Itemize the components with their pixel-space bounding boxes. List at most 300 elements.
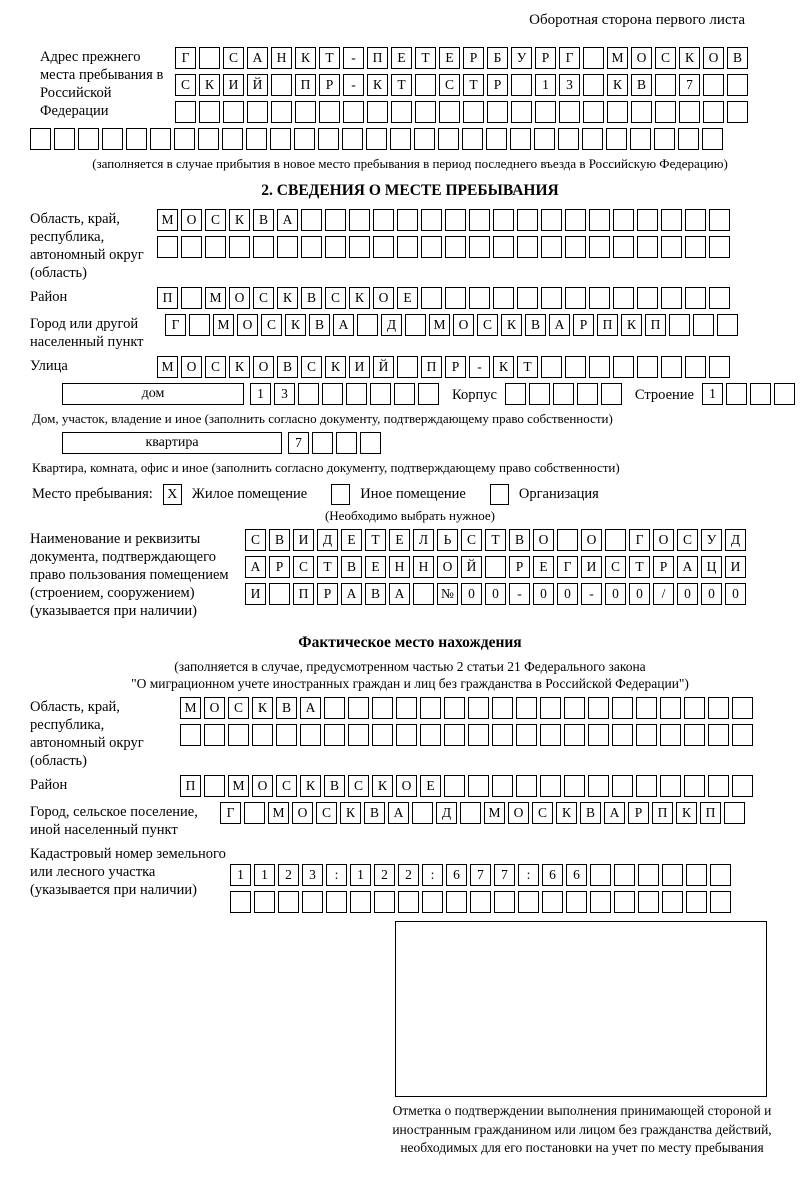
- form-cell[interactable]: Р: [573, 314, 594, 336]
- form-cell[interactable]: К: [372, 775, 393, 797]
- form-cell[interactable]: [637, 236, 658, 258]
- form-cell[interactable]: [655, 101, 676, 123]
- form-cell[interactable]: [516, 775, 537, 797]
- form-cell[interactable]: С: [316, 802, 337, 824]
- form-cell[interactable]: [583, 101, 604, 123]
- form-cell[interactable]: К: [621, 314, 642, 336]
- form-cell[interactable]: 3: [274, 383, 295, 405]
- form-cell[interactable]: С: [276, 775, 297, 797]
- organization-checkbox[interactable]: [490, 484, 509, 505]
- form-cell[interactable]: [660, 724, 681, 746]
- form-cell[interactable]: 1: [350, 864, 371, 886]
- form-cell[interactable]: Т: [415, 47, 436, 69]
- form-cell[interactable]: [469, 236, 490, 258]
- form-cell[interactable]: [534, 128, 555, 150]
- form-cell[interactable]: [577, 383, 598, 405]
- form-cell[interactable]: [662, 891, 683, 913]
- form-cell[interactable]: [421, 236, 442, 258]
- form-cell[interactable]: [462, 128, 483, 150]
- form-cell[interactable]: [302, 891, 323, 913]
- form-cell[interactable]: В: [277, 356, 298, 378]
- form-cell[interactable]: Ь: [437, 529, 458, 551]
- form-cell[interactable]: 0: [557, 583, 578, 605]
- form-cell[interactable]: О: [204, 697, 225, 719]
- form-cell[interactable]: [350, 891, 371, 913]
- form-cell[interactable]: [254, 891, 275, 913]
- form-cell[interactable]: [228, 724, 249, 746]
- form-cell[interactable]: К: [349, 287, 370, 309]
- form-cell[interactable]: Т: [365, 529, 386, 551]
- form-cell[interactable]: С: [205, 356, 226, 378]
- form-cell[interactable]: 0: [605, 583, 626, 605]
- apartment-field-box[interactable]: квартира: [62, 432, 282, 454]
- form-cell[interactable]: [373, 236, 394, 258]
- form-cell[interactable]: /: [653, 583, 674, 605]
- form-cell[interactable]: В: [301, 287, 322, 309]
- form-cell[interactable]: [343, 101, 364, 123]
- form-cell[interactable]: [655, 74, 676, 96]
- form-cell[interactable]: [630, 128, 651, 150]
- form-cell[interactable]: [493, 287, 514, 309]
- form-cell[interactable]: [661, 356, 682, 378]
- form-cell[interactable]: [180, 724, 201, 746]
- form-cell[interactable]: 1: [254, 864, 275, 886]
- form-cell[interactable]: П: [157, 287, 178, 309]
- form-cell[interactable]: [582, 128, 603, 150]
- form-cell[interactable]: П: [367, 47, 388, 69]
- form-cell[interactable]: К: [556, 802, 577, 824]
- form-cell[interactable]: Й: [247, 74, 268, 96]
- form-cell[interactable]: [710, 891, 731, 913]
- form-cell[interactable]: [420, 724, 441, 746]
- form-cell[interactable]: [391, 101, 412, 123]
- form-cell[interactable]: [298, 383, 319, 405]
- form-cell[interactable]: [342, 128, 363, 150]
- form-cell[interactable]: Й: [461, 556, 482, 578]
- form-cell[interactable]: М: [213, 314, 234, 336]
- form-cell[interactable]: [414, 128, 435, 150]
- form-cell[interactable]: 1: [230, 864, 251, 886]
- form-cell[interactable]: [709, 356, 730, 378]
- form-cell[interactable]: [708, 724, 729, 746]
- form-cell[interactable]: Р: [269, 556, 290, 578]
- form-cell[interactable]: [396, 697, 417, 719]
- form-cell[interactable]: [686, 864, 707, 886]
- form-cell[interactable]: [270, 128, 291, 150]
- form-cell[interactable]: Т: [517, 356, 538, 378]
- form-cell[interactable]: Р: [445, 356, 466, 378]
- form-cell[interactable]: О: [453, 314, 474, 336]
- form-cell[interactable]: [244, 802, 265, 824]
- form-cell[interactable]: 0: [677, 583, 698, 605]
- form-cell[interactable]: В: [341, 556, 362, 578]
- form-cell[interactable]: О: [703, 47, 724, 69]
- form-cell[interactable]: Г: [559, 47, 580, 69]
- form-cell[interactable]: [541, 356, 562, 378]
- form-cell[interactable]: [422, 891, 443, 913]
- form-cell[interactable]: [415, 74, 436, 96]
- form-cell[interactable]: [557, 529, 578, 551]
- form-cell[interactable]: [638, 864, 659, 886]
- form-cell[interactable]: К: [277, 287, 298, 309]
- form-cell[interactable]: М: [205, 287, 226, 309]
- form-cell[interactable]: [636, 697, 657, 719]
- form-cell[interactable]: Т: [391, 74, 412, 96]
- form-cell[interactable]: [374, 891, 395, 913]
- form-cell[interactable]: [223, 101, 244, 123]
- form-cell[interactable]: [319, 101, 340, 123]
- form-cell[interactable]: П: [597, 314, 618, 336]
- form-cell[interactable]: Т: [463, 74, 484, 96]
- form-cell[interactable]: М: [429, 314, 450, 336]
- form-cell[interactable]: [470, 891, 491, 913]
- form-cell[interactable]: 2: [398, 864, 419, 886]
- form-cell[interactable]: [444, 775, 465, 797]
- form-cell[interactable]: [300, 724, 321, 746]
- form-cell[interactable]: :: [326, 864, 347, 886]
- form-cell[interactable]: [588, 724, 609, 746]
- form-cell[interactable]: [412, 802, 433, 824]
- form-cell[interactable]: [326, 891, 347, 913]
- form-cell[interactable]: Н: [271, 47, 292, 69]
- form-cell[interactable]: [540, 724, 561, 746]
- form-cell[interactable]: О: [253, 356, 274, 378]
- form-cell[interactable]: [348, 724, 369, 746]
- form-cell[interactable]: [702, 128, 723, 150]
- form-cell[interactable]: Е: [341, 529, 362, 551]
- form-cell[interactable]: С: [348, 775, 369, 797]
- form-cell[interactable]: [487, 101, 508, 123]
- form-cell[interactable]: С: [677, 529, 698, 551]
- form-cell[interactable]: О: [437, 556, 458, 578]
- form-cell[interactable]: [679, 101, 700, 123]
- form-cell[interactable]: [612, 775, 633, 797]
- form-cell[interactable]: [372, 697, 393, 719]
- form-cell[interactable]: [78, 128, 99, 150]
- form-cell[interactable]: Т: [319, 47, 340, 69]
- form-cell[interactable]: -: [343, 47, 364, 69]
- form-cell[interactable]: [360, 432, 381, 454]
- form-cell[interactable]: [204, 775, 225, 797]
- form-cell[interactable]: [589, 236, 610, 258]
- form-cell[interactable]: [732, 697, 753, 719]
- form-cell[interactable]: [394, 383, 415, 405]
- form-cell[interactable]: В: [525, 314, 546, 336]
- form-cell[interactable]: [325, 209, 346, 231]
- form-cell[interactable]: [492, 724, 513, 746]
- form-cell[interactable]: [301, 236, 322, 258]
- form-cell[interactable]: [324, 697, 345, 719]
- form-cell[interactable]: Г: [220, 802, 241, 824]
- form-cell[interactable]: М: [268, 802, 289, 824]
- form-cell[interactable]: Р: [319, 74, 340, 96]
- form-cell[interactable]: :: [518, 864, 539, 886]
- form-cell[interactable]: Е: [389, 529, 410, 551]
- form-cell[interactable]: 0: [725, 583, 746, 605]
- form-cell[interactable]: [294, 128, 315, 150]
- form-cell[interactable]: [322, 383, 343, 405]
- form-cell[interactable]: К: [300, 775, 321, 797]
- form-cell[interactable]: [277, 236, 298, 258]
- form-cell[interactable]: [565, 209, 586, 231]
- form-cell[interactable]: К: [493, 356, 514, 378]
- form-cell[interactable]: Д: [436, 802, 457, 824]
- form-cell[interactable]: [150, 128, 171, 150]
- form-cell[interactable]: С: [655, 47, 676, 69]
- form-cell[interactable]: О: [252, 775, 273, 797]
- form-cell[interactable]: -: [509, 583, 530, 605]
- form-cell[interactable]: [54, 128, 75, 150]
- form-cell[interactable]: К: [285, 314, 306, 336]
- form-cell[interactable]: О: [292, 802, 313, 824]
- form-cell[interactable]: О: [229, 287, 250, 309]
- form-cell[interactable]: [678, 128, 699, 150]
- form-cell[interactable]: [637, 209, 658, 231]
- form-cell[interactable]: [349, 209, 370, 231]
- form-cell[interactable]: А: [341, 583, 362, 605]
- form-cell[interactable]: Т: [485, 529, 506, 551]
- form-cell[interactable]: [684, 697, 705, 719]
- form-cell[interactable]: К: [295, 47, 316, 69]
- form-cell[interactable]: [541, 236, 562, 258]
- form-cell[interactable]: [566, 891, 587, 913]
- form-cell[interactable]: [181, 287, 202, 309]
- form-cell[interactable]: И: [245, 583, 266, 605]
- form-cell[interactable]: 0: [701, 583, 722, 605]
- form-cell[interactable]: [732, 775, 753, 797]
- form-cell[interactable]: [367, 101, 388, 123]
- form-cell[interactable]: [661, 287, 682, 309]
- form-cell[interactable]: [346, 383, 367, 405]
- form-cell[interactable]: [318, 128, 339, 150]
- form-cell[interactable]: 1: [535, 74, 556, 96]
- form-cell[interactable]: [445, 236, 466, 258]
- form-cell[interactable]: [390, 128, 411, 150]
- form-cell[interactable]: Т: [317, 556, 338, 578]
- form-cell[interactable]: [661, 209, 682, 231]
- form-cell[interactable]: Р: [487, 74, 508, 96]
- form-cell[interactable]: [583, 47, 604, 69]
- form-cell[interactable]: С: [228, 697, 249, 719]
- form-cell[interactable]: [686, 891, 707, 913]
- form-cell[interactable]: К: [199, 74, 220, 96]
- form-cell[interactable]: [372, 724, 393, 746]
- form-cell[interactable]: К: [325, 356, 346, 378]
- form-cell[interactable]: И: [581, 556, 602, 578]
- form-cell[interactable]: [405, 314, 426, 336]
- form-cell[interactable]: [703, 74, 724, 96]
- form-cell[interactable]: [541, 287, 562, 309]
- form-cell[interactable]: [662, 864, 683, 886]
- form-cell[interactable]: Л: [413, 529, 434, 551]
- form-cell[interactable]: [445, 287, 466, 309]
- form-cell[interactable]: [684, 775, 705, 797]
- form-cell[interactable]: [614, 891, 635, 913]
- form-cell[interactable]: Ц: [701, 556, 722, 578]
- form-cell[interactable]: 3: [559, 74, 580, 96]
- form-cell[interactable]: [325, 236, 346, 258]
- form-cell[interactable]: [205, 236, 226, 258]
- form-cell[interactable]: [614, 864, 635, 886]
- form-cell[interactable]: О: [653, 529, 674, 551]
- other-premises-checkbox[interactable]: [331, 484, 350, 505]
- form-cell[interactable]: [175, 101, 196, 123]
- form-cell[interactable]: [613, 209, 634, 231]
- form-cell[interactable]: [631, 101, 652, 123]
- form-cell[interactable]: К: [607, 74, 628, 96]
- form-cell[interactable]: [517, 236, 538, 258]
- form-cell[interactable]: О: [508, 802, 529, 824]
- form-cell[interactable]: [709, 287, 730, 309]
- form-cell[interactable]: [485, 556, 506, 578]
- form-cell[interactable]: [559, 101, 580, 123]
- form-cell[interactable]: М: [157, 356, 178, 378]
- form-cell[interactable]: Е: [439, 47, 460, 69]
- form-cell[interactable]: М: [484, 802, 505, 824]
- form-cell[interactable]: [324, 724, 345, 746]
- form-cell[interactable]: [613, 356, 634, 378]
- form-cell[interactable]: М: [180, 697, 201, 719]
- form-cell[interactable]: [463, 101, 484, 123]
- form-cell[interactable]: [468, 724, 489, 746]
- form-cell[interactable]: [276, 724, 297, 746]
- form-cell[interactable]: Д: [725, 529, 746, 551]
- form-cell[interactable]: С: [205, 209, 226, 231]
- form-cell[interactable]: [564, 697, 585, 719]
- house-field-box[interactable]: дом: [62, 383, 244, 405]
- form-cell[interactable]: :: [422, 864, 443, 886]
- form-cell[interactable]: С: [253, 287, 274, 309]
- form-cell[interactable]: [511, 74, 532, 96]
- form-cell[interactable]: В: [580, 802, 601, 824]
- form-cell[interactable]: [516, 724, 537, 746]
- form-cell[interactable]: [444, 724, 465, 746]
- form-cell[interactable]: [588, 775, 609, 797]
- form-cell[interactable]: О: [373, 287, 394, 309]
- form-cell[interactable]: С: [325, 287, 346, 309]
- form-cell[interactable]: [710, 864, 731, 886]
- form-cell[interactable]: [229, 236, 250, 258]
- form-cell[interactable]: [540, 697, 561, 719]
- form-cell[interactable]: Р: [535, 47, 556, 69]
- form-cell[interactable]: 0: [461, 583, 482, 605]
- form-cell[interactable]: [174, 128, 195, 150]
- form-cell[interactable]: О: [533, 529, 554, 551]
- form-cell[interactable]: -: [469, 356, 490, 378]
- form-cell[interactable]: Т: [629, 556, 650, 578]
- form-cell[interactable]: У: [511, 47, 532, 69]
- form-cell[interactable]: В: [276, 697, 297, 719]
- form-cell[interactable]: [685, 209, 706, 231]
- form-cell[interactable]: С: [477, 314, 498, 336]
- form-cell[interactable]: С: [261, 314, 282, 336]
- form-cell[interactable]: [445, 209, 466, 231]
- form-cell[interactable]: О: [396, 775, 417, 797]
- form-cell[interactable]: [636, 775, 657, 797]
- form-cell[interactable]: [717, 314, 738, 336]
- form-cell[interactable]: [708, 775, 729, 797]
- form-cell[interactable]: П: [700, 802, 721, 824]
- form-cell[interactable]: [612, 724, 633, 746]
- form-cell[interactable]: [589, 209, 610, 231]
- form-cell[interactable]: А: [389, 583, 410, 605]
- form-cell[interactable]: И: [725, 556, 746, 578]
- form-cell[interactable]: [157, 236, 178, 258]
- form-cell[interactable]: [724, 802, 745, 824]
- form-cell[interactable]: С: [605, 556, 626, 578]
- form-cell[interactable]: Д: [317, 529, 338, 551]
- form-cell[interactable]: [397, 236, 418, 258]
- form-cell[interactable]: [605, 529, 626, 551]
- form-cell[interactable]: [415, 101, 436, 123]
- form-cell[interactable]: [517, 287, 538, 309]
- form-cell[interactable]: Й: [373, 356, 394, 378]
- form-cell[interactable]: 1: [702, 383, 723, 405]
- form-cell[interactable]: [397, 356, 418, 378]
- form-cell[interactable]: А: [388, 802, 409, 824]
- form-cell[interactable]: [230, 891, 251, 913]
- form-cell[interactable]: [693, 314, 714, 336]
- form-cell[interactable]: [703, 101, 724, 123]
- form-cell[interactable]: [269, 583, 290, 605]
- form-cell[interactable]: В: [727, 47, 748, 69]
- form-cell[interactable]: 1: [250, 383, 271, 405]
- form-cell[interactable]: В: [269, 529, 290, 551]
- form-cell[interactable]: [613, 287, 634, 309]
- form-cell[interactable]: [685, 356, 706, 378]
- form-cell[interactable]: Е: [420, 775, 441, 797]
- form-cell[interactable]: [30, 128, 51, 150]
- form-cell[interactable]: [492, 775, 513, 797]
- form-cell[interactable]: №: [437, 583, 458, 605]
- form-cell[interactable]: [189, 314, 210, 336]
- form-cell[interactable]: К: [676, 802, 697, 824]
- form-cell[interactable]: В: [509, 529, 530, 551]
- form-cell[interactable]: О: [581, 529, 602, 551]
- form-cell[interactable]: [253, 236, 274, 258]
- form-cell[interactable]: 6: [566, 864, 587, 886]
- form-cell[interactable]: [590, 891, 611, 913]
- form-cell[interactable]: И: [293, 529, 314, 551]
- form-cell[interactable]: 6: [542, 864, 563, 886]
- form-cell[interactable]: [708, 697, 729, 719]
- form-cell[interactable]: С: [532, 802, 553, 824]
- form-cell[interactable]: [413, 583, 434, 605]
- form-cell[interactable]: [732, 724, 753, 746]
- form-cell[interactable]: [247, 101, 268, 123]
- form-cell[interactable]: [348, 697, 369, 719]
- form-cell[interactable]: Г: [165, 314, 186, 336]
- form-cell[interactable]: [102, 128, 123, 150]
- form-cell[interactable]: [564, 775, 585, 797]
- form-cell[interactable]: [204, 724, 225, 746]
- form-cell[interactable]: [199, 47, 220, 69]
- form-cell[interactable]: [613, 236, 634, 258]
- form-cell[interactable]: О: [237, 314, 258, 336]
- form-cell[interactable]: [468, 775, 489, 797]
- form-cell[interactable]: [540, 775, 561, 797]
- form-cell[interactable]: [565, 287, 586, 309]
- form-cell[interactable]: [446, 891, 467, 913]
- form-cell[interactable]: [181, 236, 202, 258]
- form-cell[interactable]: [669, 314, 690, 336]
- form-cell[interactable]: [542, 891, 563, 913]
- form-cell[interactable]: [654, 128, 675, 150]
- form-cell[interactable]: -: [343, 74, 364, 96]
- form-cell[interactable]: [750, 383, 771, 405]
- form-cell[interactable]: Д: [381, 314, 402, 336]
- form-cell[interactable]: Е: [397, 287, 418, 309]
